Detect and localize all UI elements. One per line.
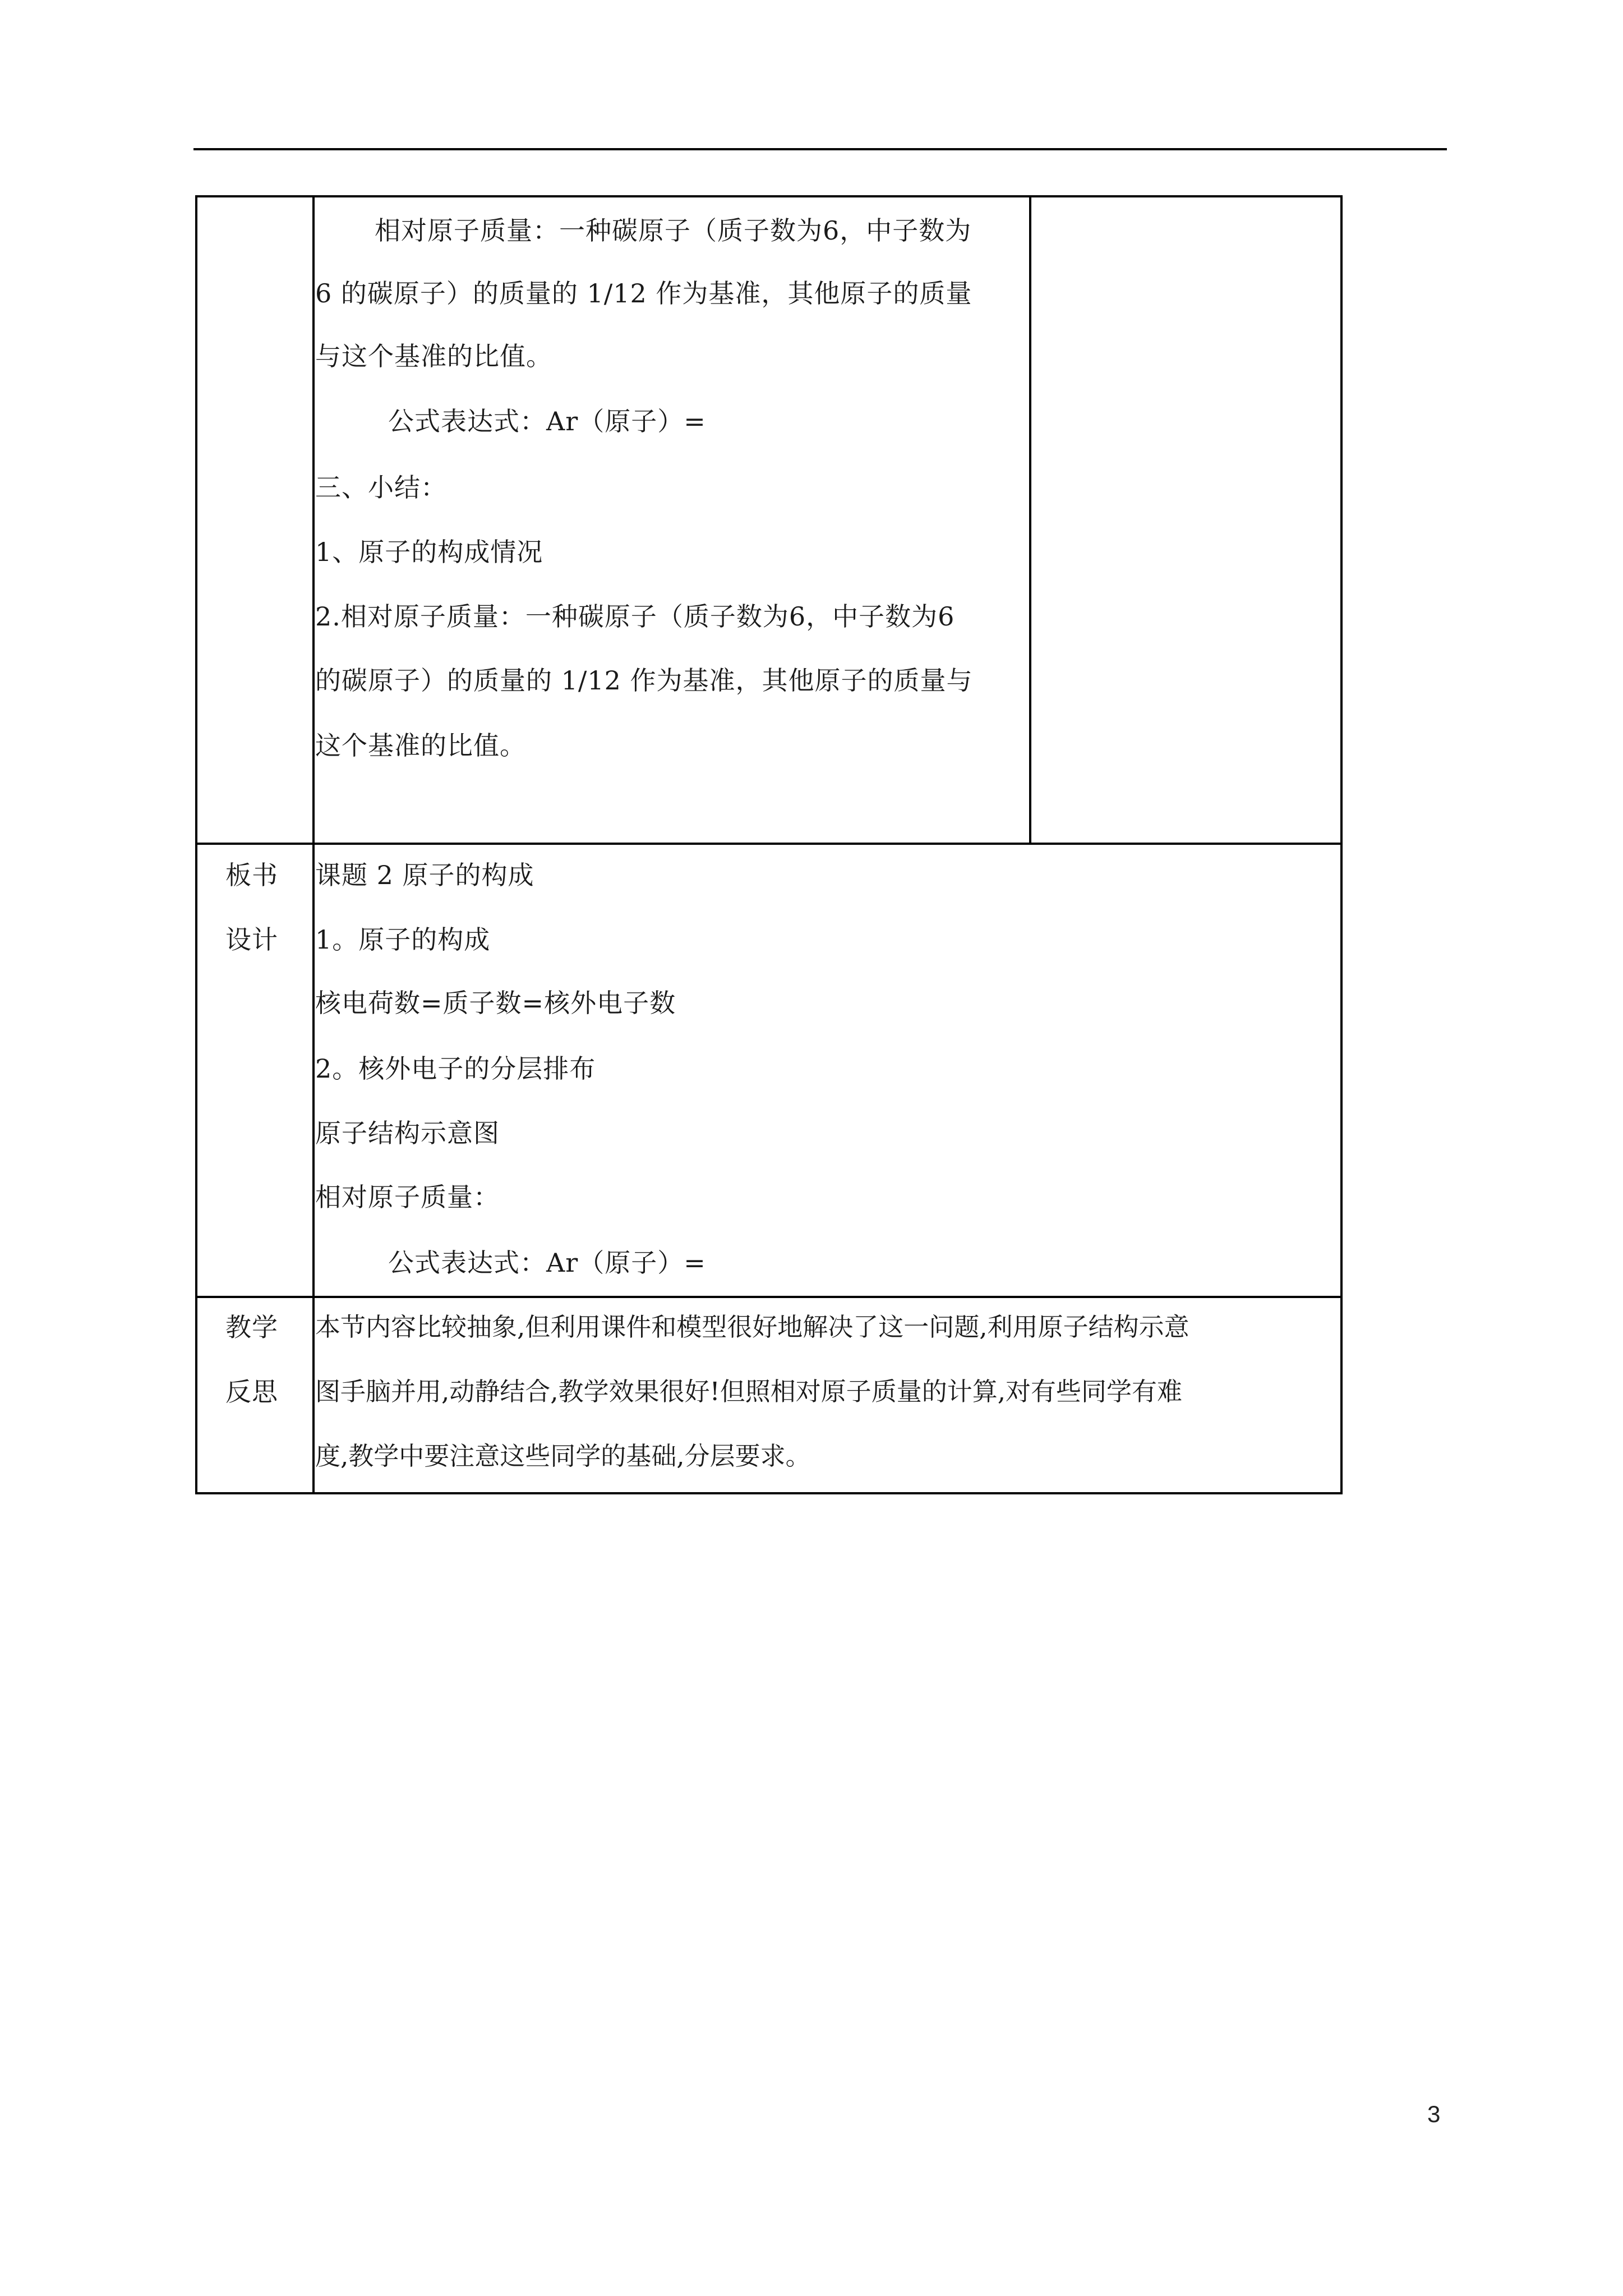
row1-label-cell xyxy=(195,195,315,845)
text-line: 2.相对原子质量：一种碳原子（质子数为6，中子数为6 xyxy=(315,601,955,632)
text-line: 1。原子的构成 xyxy=(315,924,491,955)
text-line: 原子结构示意图 xyxy=(315,1118,500,1148)
label-line: 教学 xyxy=(225,1312,278,1342)
text-line: 本节内容比较抽象,但利用课件和模型很好地解决了这一问题,利用原子结构示意 xyxy=(315,1312,1189,1342)
text-line: 图手脑并用,动静结合,教学效果很好!但照相对原子质量的计算,对有些同学有难 xyxy=(315,1377,1182,1406)
label-line: 设计 xyxy=(225,924,278,955)
label-line: 板书 xyxy=(225,860,278,890)
text-line: 核电荷数=质子数=核外电子数 xyxy=(315,988,676,1018)
text-line: 这个基准的比值。 xyxy=(315,730,526,761)
text-line: 与这个基准的比值。 xyxy=(315,341,552,371)
text-line: 三、小结： xyxy=(315,472,447,503)
text-line: 公式表达式：Ar（原子）= xyxy=(388,406,706,436)
header-rule xyxy=(193,148,1447,150)
text-line: 课题 2 原子的构成 xyxy=(315,860,534,890)
text-line: 度,教学中要注意这些同学的基础,分层要求。 xyxy=(315,1441,811,1471)
board-design-label-cell xyxy=(195,843,315,1298)
page-number: 3 xyxy=(1427,2101,1441,2127)
text-line: 6 的碳原子）的质量的 1/12 作为基准，其他原子的质量 xyxy=(315,278,972,309)
row1-notes-cell xyxy=(1029,195,1343,845)
text-line: 1、原子的构成情况 xyxy=(315,537,543,567)
text-line: 相对原子质量：一种碳原子（质子数为6，中子数为 xyxy=(375,215,972,246)
text-line: 公式表达式：Ar（原子）= xyxy=(388,1248,706,1278)
label-line: 反思 xyxy=(225,1377,278,1407)
text-line: 相对原子质量： xyxy=(315,1182,500,1212)
text-line: 2。核外电子的分层排布 xyxy=(315,1053,596,1084)
text-line: 的碳原子）的质量的 1/12 作为基准，其他原子的质量与 xyxy=(315,665,973,696)
